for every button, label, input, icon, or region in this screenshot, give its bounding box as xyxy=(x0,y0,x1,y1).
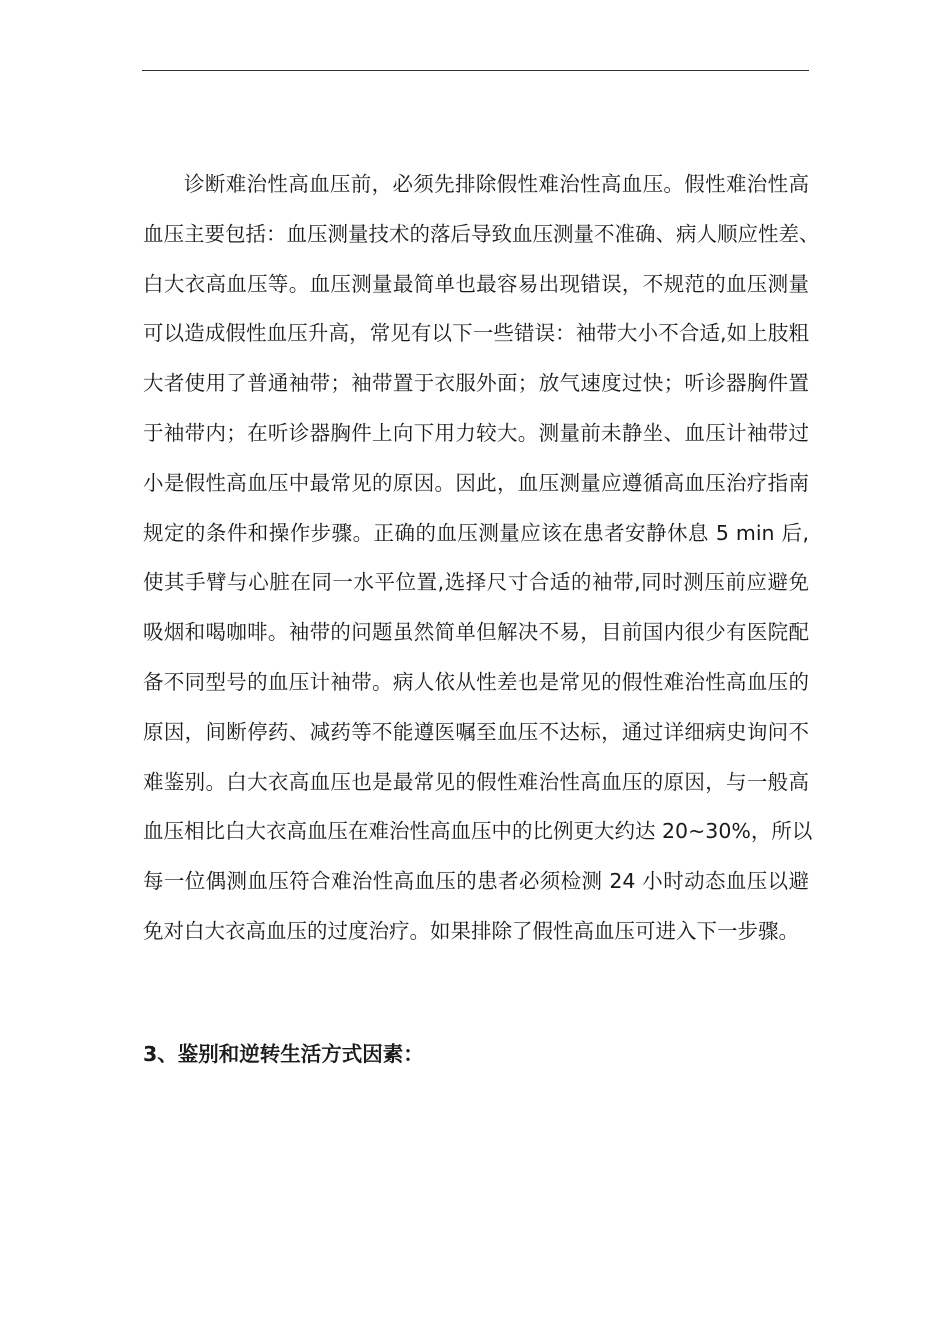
paragraph-line: 难鉴别。白大衣高血压也是最常见的假性难治性高血压的原因，与一般高 xyxy=(143,769,809,794)
paragraph-line: 使其手臂与心脏在同一水平位置,选择尺寸合适的袖带,同时测压前应避免 xyxy=(143,570,809,595)
paragraph-line: 每一位偶测血压符合难治性高血压的患者必须检测 24 小时动态血压以避 xyxy=(143,869,809,894)
body-paragraph xyxy=(143,160,820,957)
paragraph-line: 血压相比白大衣高血压在难治性高血压中的比例更大约达 20~30%，所以 xyxy=(143,819,813,844)
paragraph-line: 可以造成假性血压升高，常见有以下一些错误：袖带大小不合适,如上肢粗 xyxy=(143,321,809,346)
paragraph-line: 免对白大衣高血压的过度治疗。如果排除了假性高血压可进入下一步骤。 xyxy=(143,918,799,943)
paragraph-line: 白大衣高血压等。血压测量最简单也最容易出现错误，不规范的血压测量 xyxy=(143,271,809,296)
header-rule xyxy=(142,70,809,71)
paragraph-line: 大者使用了普通袖带；袖带置于衣服外面；放气速度过快；听诊器胸件置 xyxy=(143,371,809,396)
paragraph-line: 小是假性高血压中最常见的原因。因此，血压测量应遵循高血压治疗指南 xyxy=(143,470,809,495)
section-heading: 3、鉴别和逆转生活方式因素： xyxy=(143,1042,424,1066)
paragraph-line: 诊断难治性高血压前，必须先排除假性难治性高血压。假性难治性高 xyxy=(184,172,809,196)
paragraph-line: 吸烟和喝咖啡。袖带的问题虽然简单但解决不易，目前国内很少有医院配 xyxy=(143,620,809,645)
paragraph-line: 原因，间断停药、减药等不能遵医嘱至血压不达标，通过详细病史询问不 xyxy=(143,719,809,744)
paragraph-line: 血压主要包括：血压测量技术的落后导致血压测量不准确、病人顺应性差、 xyxy=(143,221,820,246)
paragraph-line: 备不同型号的血压计袖带。病人依从性差也是常见的假性难治性高血压的 xyxy=(143,669,809,694)
paragraph-line: 于袖带内；在听诊器胸件上向下用力较大。测量前未静坐、血压计袖带过 xyxy=(143,420,809,445)
paragraph-line: 规定的条件和操作步骤。正确的血压测量应该在患者安静休息 5 min 后, xyxy=(143,520,809,545)
